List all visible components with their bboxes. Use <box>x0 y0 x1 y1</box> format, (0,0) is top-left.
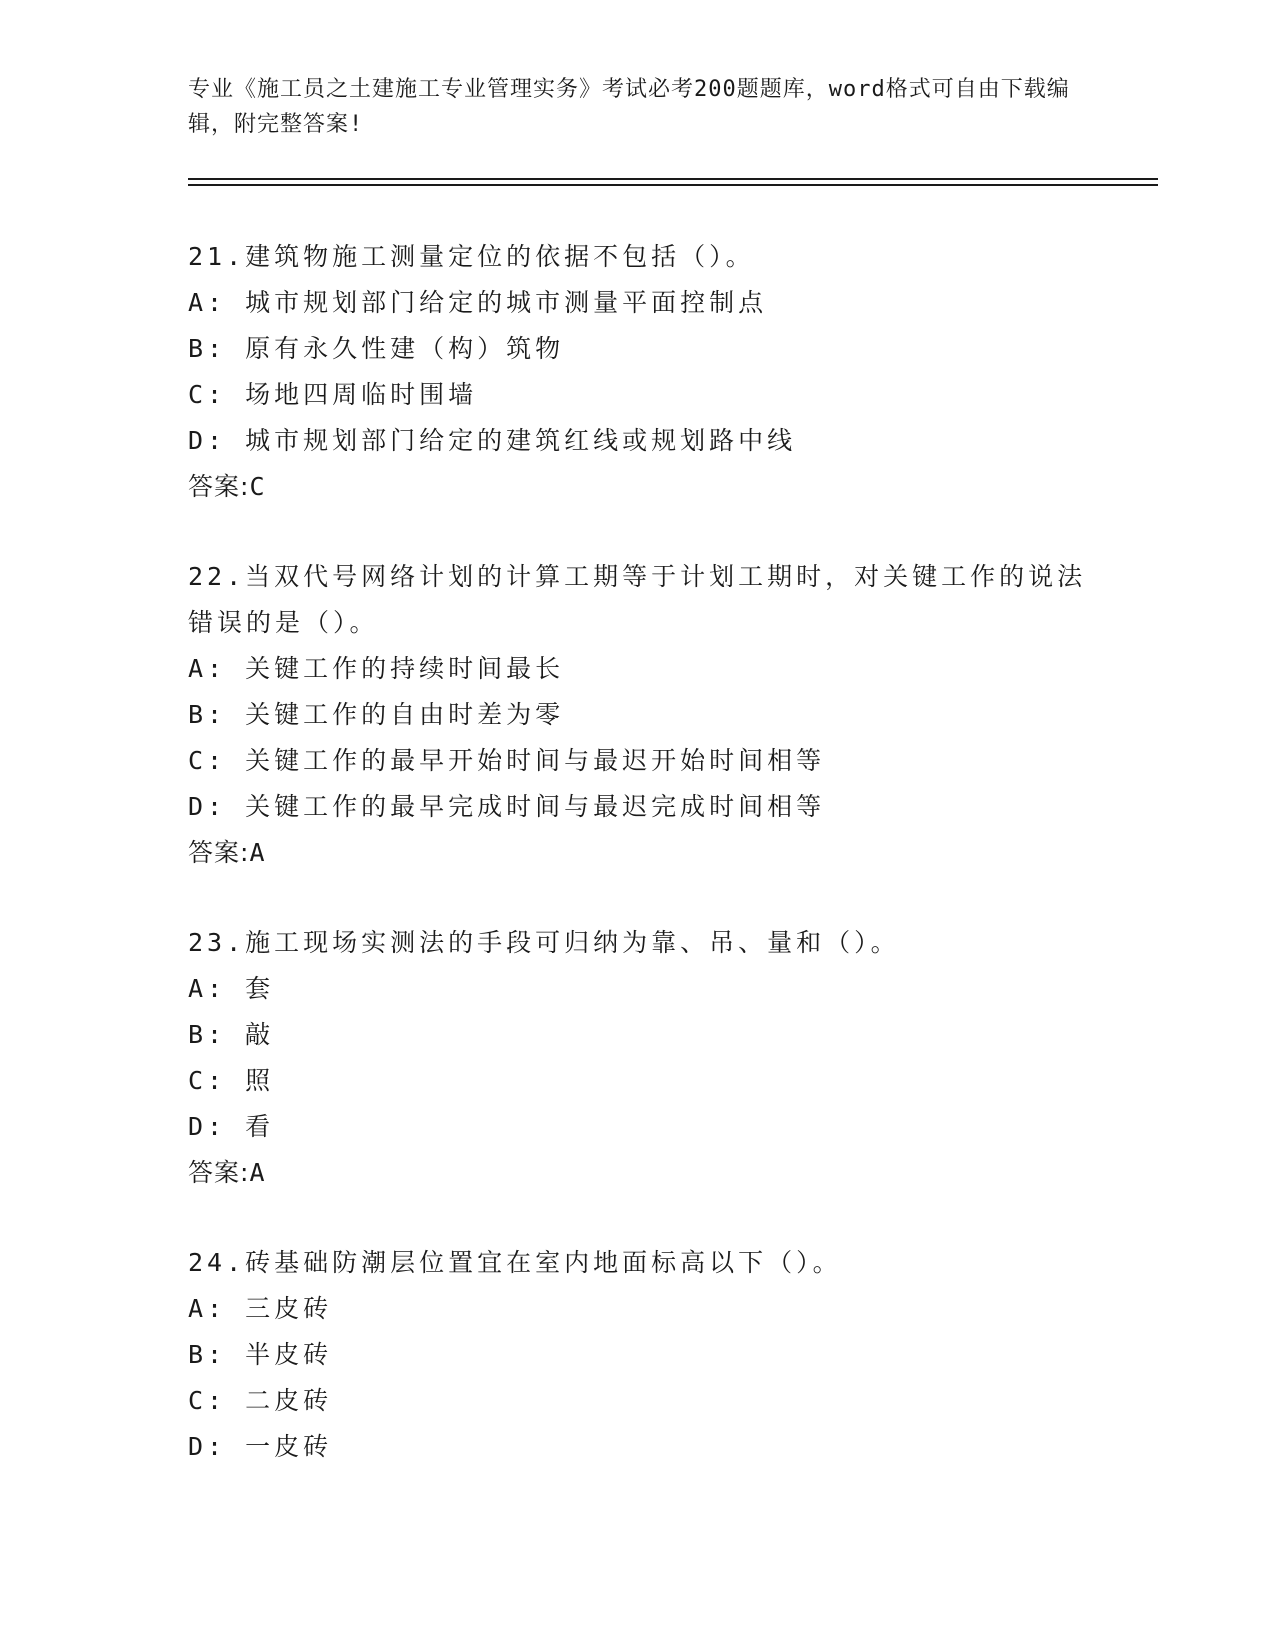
header-divider-top <box>188 178 1158 180</box>
question-24 <box>188 1240 1088 1470</box>
answer-value: A <box>249 838 266 867</box>
answer-value: A <box>249 1158 266 1187</box>
option-c: C: 关键工作的最早开始时间与最迟开始时间相等 <box>188 746 826 775</box>
header-divider-bottom <box>188 184 1158 186</box>
option-a: A: 城市规划部门给定的城市测量平面控制点 <box>188 288 768 317</box>
option-b: B: 半皮砖 <box>188 1340 333 1369</box>
question-22 <box>188 554 1088 876</box>
answer-label: 答案: <box>188 1158 250 1187</box>
option-a: A: 套 <box>188 974 275 1003</box>
question-stem: 22.当双代号网络计划的计算工期等于计划工期时，对关键工作的说法错误的是（）。 <box>188 562 1087 637</box>
option-b: B: 关键工作的自由时差为零 <box>188 700 565 729</box>
question-stem: 24.砖基础防潮层位置宜在室内地面标高以下（）。 <box>188 1248 842 1277</box>
option-b: B: 敲 <box>188 1020 275 1049</box>
answer-line <box>188 830 1088 876</box>
option-d: D: 关键工作的最早完成时间与最迟完成时间相等 <box>188 792 826 821</box>
question-stem: 23.施工现场实测法的手段可归纳为靠、吊、量和（）。 <box>188 928 900 957</box>
answer-label: 答案: <box>188 838 250 867</box>
option-c: C: 二皮砖 <box>188 1386 333 1415</box>
option-d: D: 城市规划部门给定的建筑红线或规划路中线 <box>188 426 797 455</box>
option-d: D: 一皮砖 <box>188 1432 333 1461</box>
option-c: C: 场地四周临时围墙 <box>188 380 478 409</box>
option-c: C: 照 <box>188 1066 275 1095</box>
document-header: 专业《施工员之土建施工专业管理实务》考试必考200题题库，word格式可自由下载编辑，附完整答案! <box>188 77 1070 137</box>
answer-label: 答案: <box>188 472 250 501</box>
option-a: A: 关键工作的持续时间最长 <box>188 654 565 683</box>
option-d: D: 看 <box>188 1112 275 1141</box>
option-a: A: 三皮砖 <box>188 1294 333 1323</box>
answer-value: C <box>249 472 266 501</box>
question-21 <box>188 234 1088 510</box>
question-23 <box>188 920 1088 1196</box>
answer-line <box>188 464 1088 510</box>
question-list <box>188 234 1088 1514</box>
question-stem: 21.建筑物施工测量定位的依据不包括（）。 <box>188 242 755 271</box>
answer-line <box>188 1150 1088 1196</box>
option-b: B: 原有永久性建（构）筑物 <box>188 334 565 363</box>
